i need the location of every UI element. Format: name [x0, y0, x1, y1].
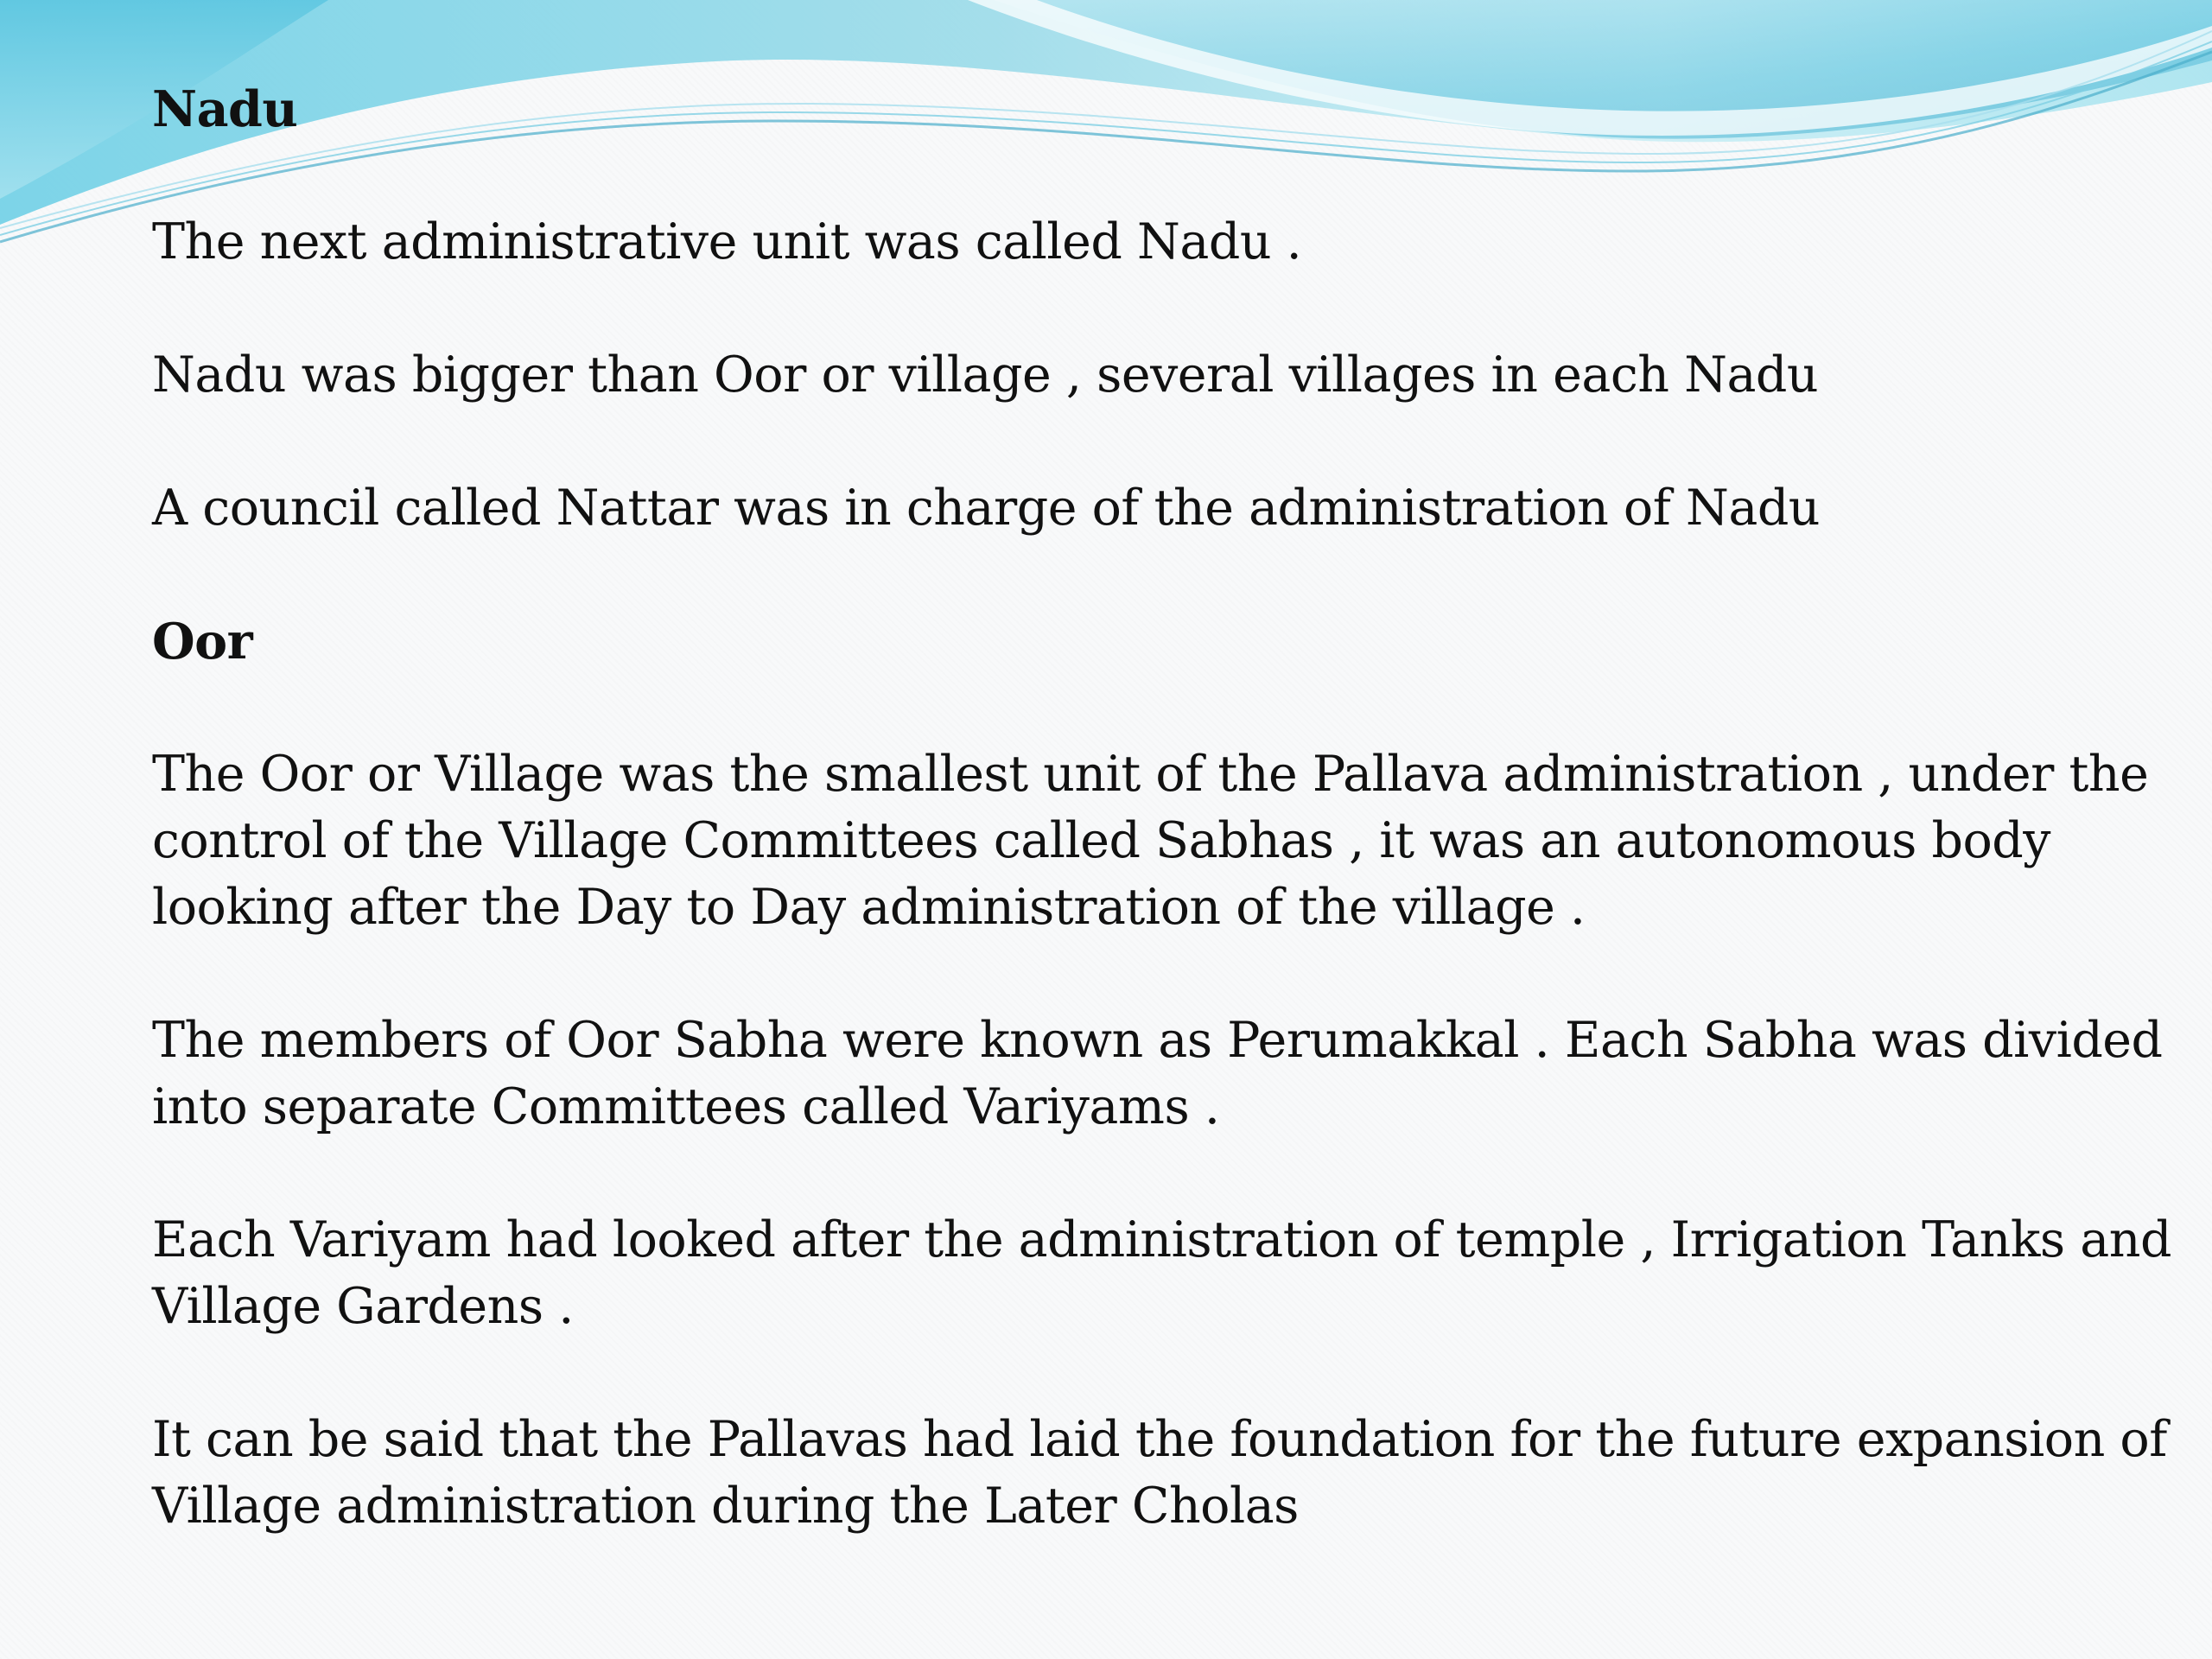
spacer — [152, 675, 2131, 741]
spacer — [152, 1141, 2131, 1207]
paragraph-line: into separate Committees called Variyams . — [152, 1078, 1220, 1135]
paragraph-line: control of the Village Committees called Sabhas , it was an autonomous body — [152, 812, 2050, 869]
paragraph-line: Village Gardens . — [152, 1278, 574, 1335]
heading-nadu: Nadu — [152, 80, 298, 138]
spacer — [152, 941, 2131, 1007]
paragraph-line: Village administration during the Later Cholas — [152, 1478, 1299, 1535]
spacer — [152, 1340, 2131, 1407]
paragraph-oor-2 — [152, 1007, 2163, 1141]
heading-oor: Oor — [152, 613, 253, 671]
spacer — [152, 542, 2131, 608]
spacer — [152, 143, 2131, 209]
paragraph-oor-4 — [152, 1407, 2167, 1540]
spacer — [152, 409, 2131, 475]
paragraph-line: looking after the Day to Day administration of the village . — [152, 879, 1586, 936]
paragraph-line: Each Variyam had looked after the administration of temple , Irrigation Tanks and — [152, 1211, 2171, 1268]
paragraph-oor-3 — [152, 1207, 2171, 1340]
paragraph-line: It can be said that the Pallavas had laid the foundation for the future expansion of — [152, 1411, 2167, 1468]
paragraph-nadu-2: Nadu was bigger than Oor or village , several villages in each Nadu — [152, 346, 1819, 404]
paragraph-nadu-3: A council called Nattar was in charge of the administration of Nadu — [152, 480, 1821, 537]
paragraph-nadu-1: The next administrative unit was called Nadu . — [152, 213, 1302, 270]
paragraph-line: The Oor or Village was the smallest unit of the Pallava administration , under the — [152, 746, 2149, 803]
paragraph-line: The members of Oor Sabha were known as Perumakkal . Each Sabha was divided — [152, 1012, 2163, 1069]
paragraph-oor-1 — [152, 741, 2149, 941]
spacer — [152, 276, 2131, 342]
slide-content — [152, 76, 2171, 1540]
